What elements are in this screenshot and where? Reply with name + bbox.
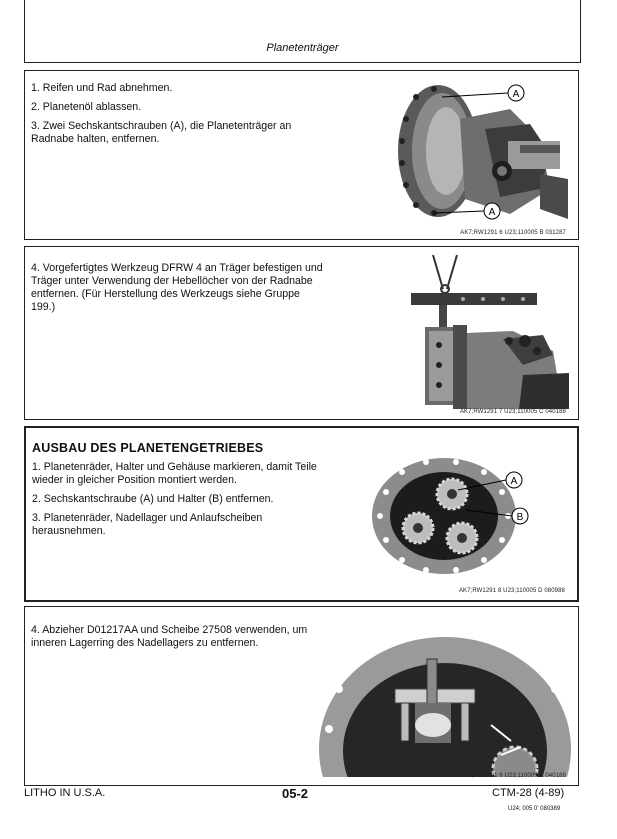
- step-1: 1. Reifen und Rad abnehmen.: [31, 82, 173, 94]
- step-4: 4. Vorgefertigtes Werkzeug DFRW 4 an Träger befestigen und Träger unter Verwendung der Hebellöcher von der Radnabe entfernen. (Für Herstellung des Werkzeugs siehe Gruppe 199.): [31, 262, 323, 313]
- panel-2-text: [31, 262, 323, 320]
- panel-3-text: [32, 442, 324, 544]
- figure-caption-4: AK7;RW1291 9 U23;110005 E 040188: [460, 773, 566, 779]
- panel-4-text: [31, 624, 323, 656]
- instruction-panel-3: [24, 426, 579, 602]
- step-2: 2. Planetenöl ablassen.: [31, 101, 142, 113]
- wheel-hub-photo: [390, 79, 568, 229]
- bearing-puller-photo: [315, 629, 571, 777]
- figure-caption-1: AK7;RW1291 6 U23;110005 B 031287: [460, 230, 566, 236]
- footer-code: U24; 005 0' 080389: [508, 806, 561, 812]
- instruction-panel-4: [24, 606, 579, 786]
- page-number: 05-2: [282, 786, 309, 801]
- callout-a-top: A: [512, 89, 520, 100]
- figure-caption-2: AK7;RW1291 7 U23;110005 C 040188: [459, 409, 566, 415]
- instruction-panel-1: [24, 70, 579, 240]
- section-header-box: [24, 0, 581, 63]
- step-3-remove-gears: 3. Planetenräder, Nadellager und Anlaufscheiben herausnehmen.: [32, 512, 263, 537]
- callout-a: A: [510, 476, 518, 487]
- planetary-gear-photo: [366, 452, 566, 586]
- section-heading: AUSBAU DES PLANETENGETRIEBES: [32, 441, 264, 455]
- panel-1-text: [31, 82, 323, 152]
- callout-a-bottom: A: [488, 207, 496, 218]
- manual-id: CTM-28 (4-89): [492, 787, 565, 799]
- step-3: 3. Zwei Sechskantschrauben (A), die Planetenträger an Radnabe halten, entfernen.: [31, 120, 292, 145]
- callout-b: B: [516, 512, 524, 523]
- figure-caption-3: AK7;RW1291 8 U23;110005 D 080988: [458, 588, 565, 594]
- step-2-remove: 2. Sechskantschraube (A) und Halter (B) entfernen.: [32, 493, 274, 505]
- lifting-tool-photo: [403, 255, 569, 409]
- instruction-panel-2: [24, 246, 579, 420]
- section-title: Planetenträger: [266, 42, 339, 54]
- step-1-mark: 1. Planetenräder, Halter und Gehäuse markieren, damit Teile wieder in gleicher Position montiert werden.: [32, 461, 317, 486]
- litho-note: LITHO IN U.S.A.: [24, 787, 106, 799]
- step-4-puller: 4. Abzieher D01217AA und Scheibe 27508 verwenden, um inneren Lagerring des Nadellagers zu entfernen.: [31, 624, 308, 649]
